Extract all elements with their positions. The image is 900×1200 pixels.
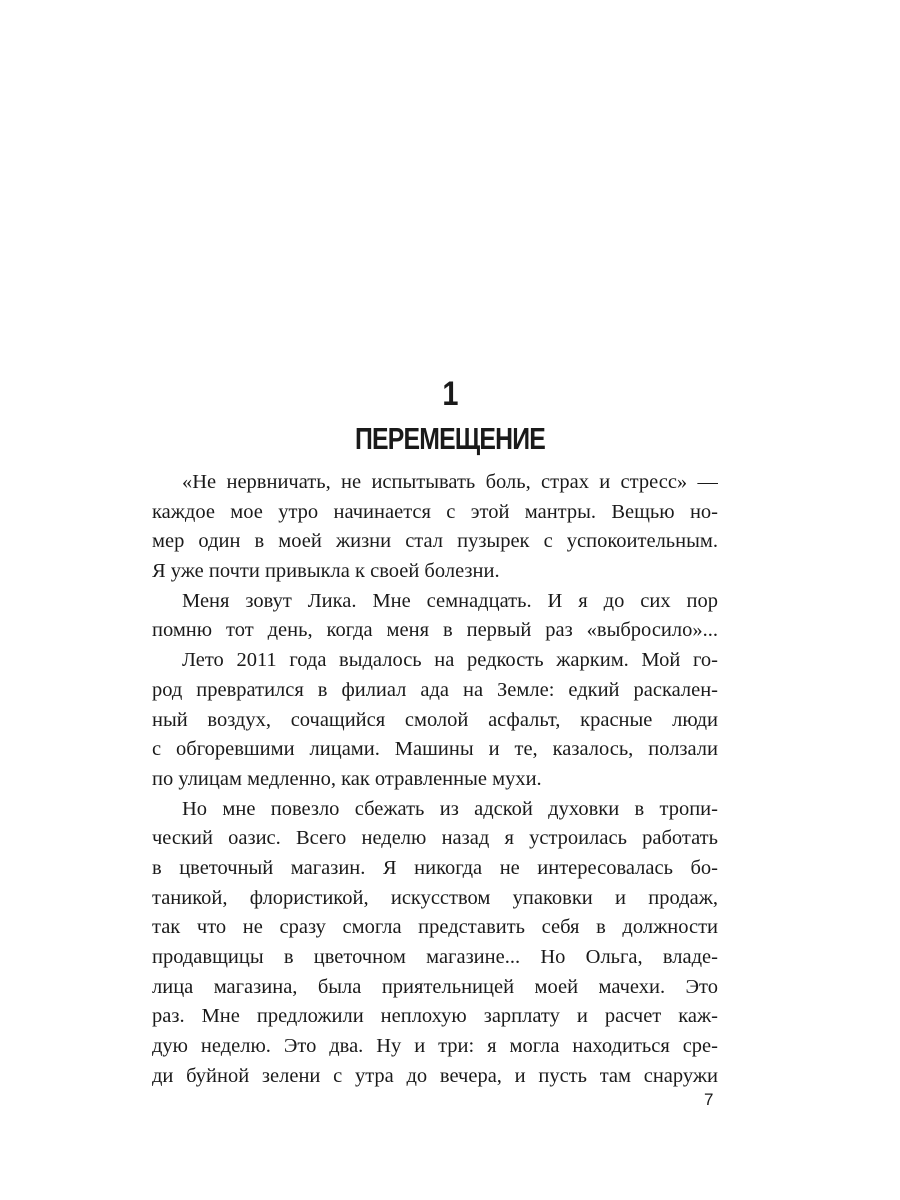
text-line: Но мне повезло сбежать из адской духовки в тропи-: [182, 797, 718, 820]
text-line: каждое мое утро начинается с этой мантры. Вещью но-: [152, 500, 718, 523]
text-line: таникой, флористикой, искусством упаковки и продаж,: [152, 886, 718, 909]
text-line: ный воздух, сочащийся смолой асфальт, красные люди: [152, 708, 718, 731]
text-line: Я уже почти привыкла к своей болезни.: [152, 560, 500, 583]
text-line: помню тот день, когда меня в первый раз «выбросило»...: [152, 619, 718, 642]
text-line: дую неделю. Это два. Ну и три: я могла находиться сре-: [152, 1035, 718, 1058]
text-line: мер один в моей жизни стал пузырек с успокоительным.: [152, 530, 718, 553]
text-line: «Не нервничать, не испытывать боль, страх и стресс» —: [182, 471, 718, 493]
text-line: ди буйной зелени с утра до вечера, и пусть там снаружи: [152, 1064, 718, 1087]
text-line: род превратился в филиал ада на Земле: едкий раскален-: [152, 678, 718, 701]
chapter-number: 1: [442, 375, 458, 413]
body-text: [152, 468, 718, 1091]
text-line: в цветочный магазин. Я никогда не интересовалась бо-: [152, 856, 718, 879]
text-line: ческий оазис. Всего неделю назад я устроилась работать: [152, 827, 718, 850]
text-line: Лето 2011 года выдалось на редкость жарким. Мой го-: [182, 649, 718, 672]
text-line: по улицам медленно, как отравленные мухи.: [152, 767, 542, 790]
text-line: так что не сразу смогла представить себя в должности: [152, 916, 718, 939]
text-line: лица магазина, была приятельницей моей мачехи. Это: [152, 975, 718, 998]
chapter-title: ПЕРЕМЕЩЕНИЕ: [355, 421, 545, 456]
text-line: Меня зовут Лика. Мне семнадцать. И я до сих пор: [182, 589, 718, 612]
page-number: 7: [704, 1090, 714, 1109]
text-line: раз. Мне предложили неплохую зарплату и расчет каж-: [152, 1005, 718, 1028]
text-line: с обгоревшими лицами. Машины и те, казалось, ползали: [152, 738, 718, 761]
text-line: продавщицы в цветочном магазине... Но Ольга, владе-: [152, 946, 718, 968]
